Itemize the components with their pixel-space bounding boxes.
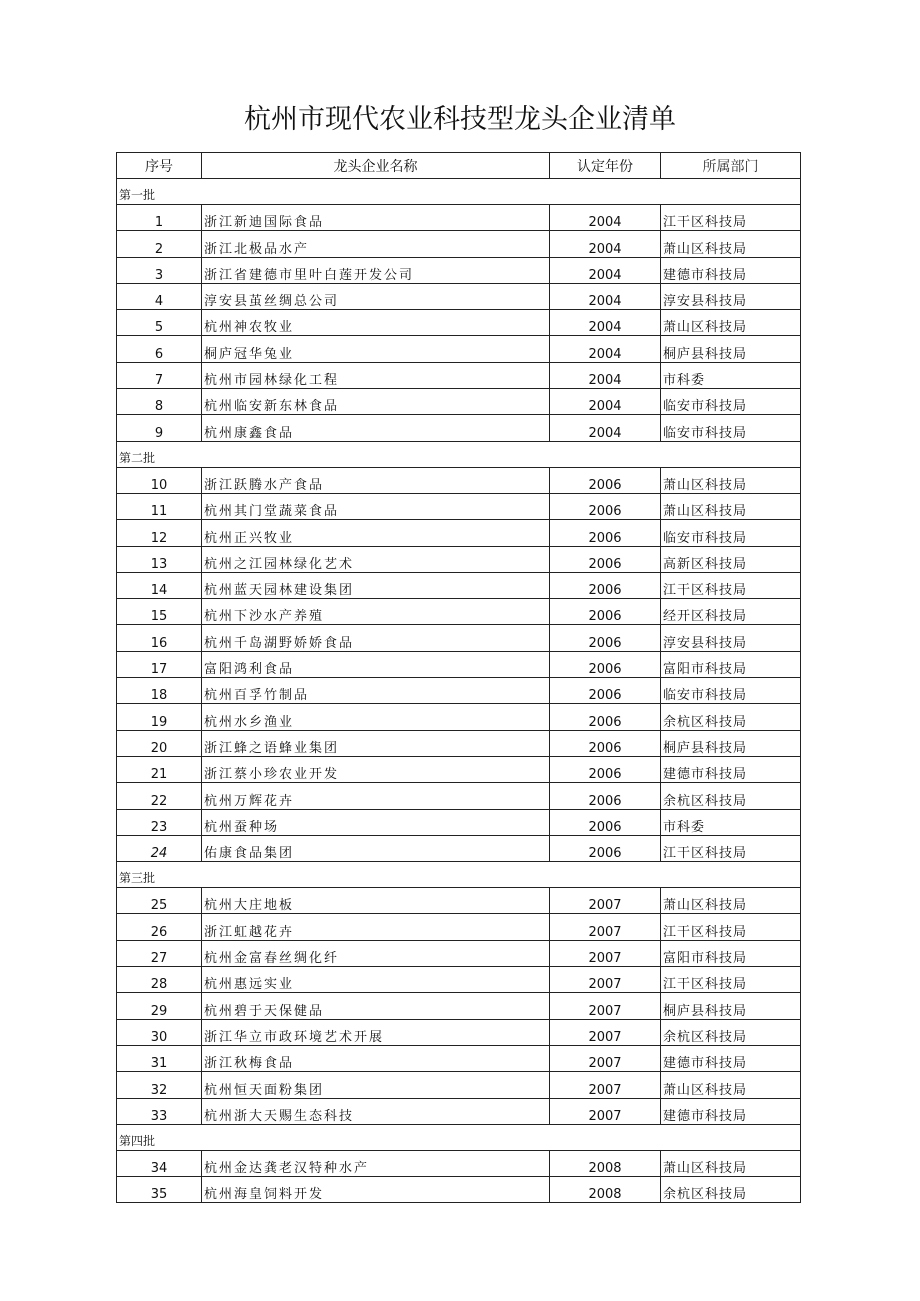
cell-name: 杭州大庄地板 [202, 888, 550, 914]
cell-name: 杭州水乡渔业 [202, 704, 550, 730]
batch-label: 第四批 [117, 1124, 801, 1150]
cell-dept: 淳安县科技局 [661, 283, 801, 309]
cell-no: 8 [117, 389, 202, 415]
cell-year: 2007 [550, 993, 661, 1019]
header-year: 认定年份 [550, 153, 661, 179]
cell-no: 7 [117, 362, 202, 388]
table-row [117, 1072, 801, 1098]
cell-dept: 临安市科技局 [661, 389, 801, 415]
cell-name: 佑康食品集团 [202, 835, 550, 861]
cell-dept: 萧山区科技局 [661, 888, 801, 914]
cell-no: 21 [117, 756, 202, 782]
cell-no: 26 [117, 914, 202, 940]
cell-name: 杭州浙大天赐生态科技 [202, 1098, 550, 1124]
cell-no: 4 [117, 283, 202, 309]
cell-dept: 富阳市科技局 [661, 940, 801, 966]
table-row [117, 546, 801, 572]
cell-name: 杭州之江园林绿化艺术 [202, 546, 550, 572]
batch-row [117, 441, 801, 467]
cell-no: 24 [117, 835, 202, 861]
cell-year: 2004 [550, 362, 661, 388]
cell-no: 5 [117, 310, 202, 336]
cell-dept: 建德市科技局 [661, 1098, 801, 1124]
cell-dept: 萧山区科技局 [661, 1072, 801, 1098]
cell-no: 12 [117, 520, 202, 546]
table-row [117, 415, 801, 441]
cell-year: 2007 [550, 940, 661, 966]
batch-label: 第三批 [117, 862, 801, 888]
cell-no: 1 [117, 205, 202, 231]
cell-name: 杭州恒天面粉集团 [202, 1072, 550, 1098]
table-row [117, 678, 801, 704]
batch-label: 第一批 [117, 179, 801, 205]
cell-year: 2006 [550, 467, 661, 493]
table-row [117, 1177, 801, 1203]
cell-name: 浙江华立市政环境艺术开展 [202, 1019, 550, 1045]
cell-year: 2006 [550, 783, 661, 809]
table-row [117, 362, 801, 388]
cell-name: 浙江跃腾水产食品 [202, 467, 550, 493]
cell-dept: 萧山区科技局 [661, 493, 801, 519]
table-row [117, 704, 801, 730]
cell-year: 2007 [550, 888, 661, 914]
table-row [117, 914, 801, 940]
cell-no: 3 [117, 257, 202, 283]
table-row [117, 756, 801, 782]
cell-year: 2006 [550, 572, 661, 598]
cell-name: 杭州金达龚老汉特种水产 [202, 1150, 550, 1176]
cell-no: 15 [117, 599, 202, 625]
cell-year: 2006 [550, 730, 661, 756]
enterprise-table [116, 152, 801, 1203]
cell-year: 2007 [550, 1098, 661, 1124]
cell-dept: 市科委 [661, 362, 801, 388]
table-row [117, 336, 801, 362]
cell-year: 2008 [550, 1177, 661, 1203]
cell-year: 2004 [550, 231, 661, 257]
cell-year: 2006 [550, 651, 661, 677]
cell-dept: 桐庐县科技局 [661, 730, 801, 756]
cell-year: 2006 [550, 704, 661, 730]
table-row [117, 940, 801, 966]
cell-name: 杭州下沙水产养殖 [202, 599, 550, 625]
header-no: 序号 [117, 153, 202, 179]
cell-year: 2007 [550, 1019, 661, 1045]
header-dept: 所属部门 [661, 153, 801, 179]
table-row [117, 257, 801, 283]
cell-no: 32 [117, 1072, 202, 1098]
cell-no: 13 [117, 546, 202, 572]
cell-dept: 建德市科技局 [661, 756, 801, 782]
cell-name: 浙江秋梅食品 [202, 1045, 550, 1071]
cell-name: 杭州百孚竹制品 [202, 678, 550, 704]
table-row [117, 599, 801, 625]
cell-name: 桐庐冠华兔业 [202, 336, 550, 362]
table-row [117, 520, 801, 546]
cell-no: 34 [117, 1150, 202, 1176]
cell-name: 杭州金富春丝绸化纤 [202, 940, 550, 966]
table-row [117, 283, 801, 309]
header-name: 龙头企业名称 [202, 153, 550, 179]
cell-dept: 临安市科技局 [661, 415, 801, 441]
cell-year: 2006 [550, 835, 661, 861]
cell-no: 10 [117, 467, 202, 493]
cell-dept: 余杭区科技局 [661, 704, 801, 730]
table-row [117, 1150, 801, 1176]
cell-dept: 余杭区科技局 [661, 1177, 801, 1203]
table-row [117, 783, 801, 809]
batch-row [117, 862, 801, 888]
cell-name: 杭州万辉花卉 [202, 783, 550, 809]
table-row [117, 967, 801, 993]
cell-no: 22 [117, 783, 202, 809]
cell-year: 2007 [550, 967, 661, 993]
cell-name: 杭州蚕种场 [202, 809, 550, 835]
cell-name: 富阳鸿利食品 [202, 651, 550, 677]
page-title: 杭州市现代农业科技型龙头企业清单 [244, 104, 676, 135]
cell-dept: 江干区科技局 [661, 205, 801, 231]
cell-name: 淳安县茧丝绸总公司 [202, 283, 550, 309]
cell-year: 2006 [550, 520, 661, 546]
cell-no: 17 [117, 651, 202, 677]
cell-dept: 经开区科技局 [661, 599, 801, 625]
cell-no: 11 [117, 493, 202, 519]
cell-year: 2007 [550, 914, 661, 940]
cell-year: 2007 [550, 1072, 661, 1098]
table-row [117, 231, 801, 257]
cell-no: 18 [117, 678, 202, 704]
cell-dept: 建德市科技局 [661, 1045, 801, 1071]
cell-year: 2004 [550, 310, 661, 336]
cell-name: 浙江新迪国际食品 [202, 205, 550, 231]
table-row [117, 625, 801, 651]
cell-dept: 江干区科技局 [661, 572, 801, 598]
table-row [117, 993, 801, 1019]
cell-name: 浙江蜂之语蜂业集团 [202, 730, 550, 756]
cell-no: 9 [117, 415, 202, 441]
cell-no: 28 [117, 967, 202, 993]
cell-no: 30 [117, 1019, 202, 1045]
table-row [117, 1019, 801, 1045]
table-row [117, 888, 801, 914]
cell-no: 20 [117, 730, 202, 756]
cell-no: 16 [117, 625, 202, 651]
cell-year: 2008 [550, 1150, 661, 1176]
cell-name: 杭州蓝天园林建设集团 [202, 572, 550, 598]
cell-dept: 市科委 [661, 809, 801, 835]
cell-name: 杭州海皇饲料开发 [202, 1177, 550, 1203]
cell-name: 浙江北极品水产 [202, 231, 550, 257]
cell-name: 杭州康鑫食品 [202, 415, 550, 441]
cell-no: 23 [117, 809, 202, 835]
cell-no: 35 [117, 1177, 202, 1203]
batch-row [117, 1124, 801, 1150]
cell-dept: 江干区科技局 [661, 914, 801, 940]
cell-year: 2006 [550, 678, 661, 704]
cell-year: 2004 [550, 205, 661, 231]
cell-no: 2 [117, 231, 202, 257]
batch-row [117, 179, 801, 205]
cell-year: 2006 [550, 546, 661, 572]
cell-no: 31 [117, 1045, 202, 1071]
cell-year: 2004 [550, 415, 661, 441]
cell-no: 27 [117, 940, 202, 966]
cell-dept: 桐庐县科技局 [661, 993, 801, 1019]
cell-year: 2006 [550, 625, 661, 651]
cell-name: 浙江省建德市里叶白莲开发公司 [202, 257, 550, 283]
cell-dept: 临安市科技局 [661, 520, 801, 546]
cell-dept: 余杭区科技局 [661, 1019, 801, 1045]
table-row [117, 651, 801, 677]
cell-name: 浙江虹越花卉 [202, 914, 550, 940]
cell-year: 2006 [550, 493, 661, 519]
cell-dept: 余杭区科技局 [661, 783, 801, 809]
cell-dept: 临安市科技局 [661, 678, 801, 704]
cell-year: 2004 [550, 389, 661, 415]
cell-dept: 江干区科技局 [661, 967, 801, 993]
cell-dept: 淳安县科技局 [661, 625, 801, 651]
cell-name: 浙江蔡小珍农业开发 [202, 756, 550, 782]
cell-dept: 建德市科技局 [661, 257, 801, 283]
cell-year: 2004 [550, 257, 661, 283]
cell-dept: 高新区科技局 [661, 546, 801, 572]
cell-dept: 萧山区科技局 [661, 310, 801, 336]
cell-year: 2007 [550, 1045, 661, 1071]
table-row [117, 467, 801, 493]
table-header-row [117, 153, 801, 179]
batch-label: 第二批 [117, 441, 801, 467]
cell-year: 2006 [550, 809, 661, 835]
cell-name: 杭州其门堂蔬菜食品 [202, 493, 550, 519]
cell-no: 19 [117, 704, 202, 730]
cell-name: 杭州神农牧业 [202, 310, 550, 336]
cell-no: 25 [117, 888, 202, 914]
cell-dept: 富阳市科技局 [661, 651, 801, 677]
enterprise-table-body [117, 153, 801, 1203]
cell-name: 杭州市园林绿化工程 [202, 362, 550, 388]
cell-year: 2004 [550, 283, 661, 309]
cell-name: 杭州惠远实业 [202, 967, 550, 993]
table-row [117, 835, 801, 861]
table-row [117, 1098, 801, 1124]
cell-year: 2006 [550, 756, 661, 782]
table-row [117, 809, 801, 835]
cell-name: 杭州千岛湖野娇娇食品 [202, 625, 550, 651]
cell-dept: 萧山区科技局 [661, 1150, 801, 1176]
cell-dept: 桐庐县科技局 [661, 336, 801, 362]
table-row [117, 205, 801, 231]
table-row [117, 493, 801, 519]
cell-no: 6 [117, 336, 202, 362]
table-row [117, 572, 801, 598]
cell-no: 29 [117, 993, 202, 1019]
cell-year: 2004 [550, 336, 661, 362]
table-row [117, 1045, 801, 1071]
cell-year: 2006 [550, 599, 661, 625]
cell-dept: 江干区科技局 [661, 835, 801, 861]
cell-name: 杭州正兴牧业 [202, 520, 550, 546]
cell-no: 14 [117, 572, 202, 598]
cell-name: 杭州临安新东林食品 [202, 389, 550, 415]
cell-no: 33 [117, 1098, 202, 1124]
cell-dept: 萧山区科技局 [661, 467, 801, 493]
cell-dept: 萧山区科技局 [661, 231, 801, 257]
cell-name: 杭州碧于天保健品 [202, 993, 550, 1019]
table-row [117, 730, 801, 756]
table-row [117, 389, 801, 415]
table-row [117, 310, 801, 336]
